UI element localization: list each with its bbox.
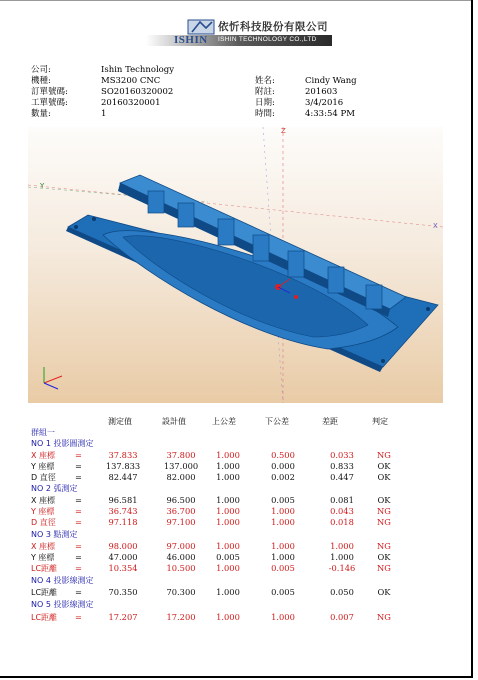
row-upper: 1.000 <box>216 450 240 460</box>
section-title: NO 1 投影圓測定 <box>31 439 94 448</box>
row-result: OK <box>377 472 391 482</box>
info-label: 時間: <box>255 109 275 119</box>
info-value: SO20160320002 <box>101 87 174 97</box>
row-eq: = <box>75 472 82 482</box>
row-result: NG <box>377 541 391 551</box>
row-diff: 1.000 <box>330 552 354 562</box>
row-upper: 1.000 <box>216 506 240 516</box>
table-row <box>0 552 478 562</box>
group-title: 群組一 <box>31 428 55 437</box>
row-diff: -0.146 <box>328 563 356 573</box>
row-design: 137.000 <box>163 461 199 471</box>
page-bottom-border <box>0 676 473 678</box>
table-row <box>0 587 478 597</box>
row-eq: = <box>75 506 82 516</box>
row-name: Y 座標 <box>31 553 55 562</box>
row-name: LC距離 <box>31 564 58 573</box>
info-value: Ishin Technology <box>101 65 175 75</box>
row-result: OK <box>377 587 391 597</box>
row-design: 37.800 <box>166 450 196 460</box>
info-value: Cindy Wang <box>305 76 357 86</box>
company-name-zh: 依忻科技股份有限公司 <box>218 21 328 33</box>
row-upper: 1.000 <box>216 587 240 597</box>
info-label: 附註: <box>255 87 275 97</box>
row-measured: 37.833 <box>108 450 138 460</box>
row-eq: = <box>75 517 82 527</box>
section-title: NO 4 投影線測定 <box>31 576 94 585</box>
row-diff: 0.018 <box>330 517 354 527</box>
row-result: OK <box>377 552 391 562</box>
row-measured: 47.000 <box>108 552 138 562</box>
company-logo <box>172 18 332 50</box>
row-design: 97.100 <box>166 517 196 527</box>
info-value: MS3200 CNC <box>101 76 161 86</box>
info-label: 機種: <box>31 76 51 86</box>
row-design: 96.500 <box>166 495 196 505</box>
row-diff: 0.447 <box>330 472 354 482</box>
col-header-lower: 下公差 <box>265 417 289 426</box>
row-lower: 0.005 <box>271 563 295 573</box>
row-diff: 0.833 <box>330 461 354 471</box>
row-upper: 0.005 <box>216 552 240 562</box>
row-eq: = <box>75 587 82 597</box>
row-name: D 直徑 <box>31 518 56 527</box>
row-design: 36.700 <box>166 506 196 516</box>
table-row <box>0 517 478 527</box>
row-diff: 0.081 <box>330 495 354 505</box>
row-result: NG <box>377 506 391 516</box>
row-lower: 0.000 <box>271 461 295 471</box>
row-upper: 1.000 <box>216 541 240 551</box>
row-upper: 1.000 <box>216 495 240 505</box>
row-design: 70.300 <box>166 587 196 597</box>
page-top-border <box>0 0 473 1</box>
col-header-measured: 測定值 <box>108 417 132 426</box>
table-row <box>0 563 478 573</box>
row-measured: 97.118 <box>108 517 138 527</box>
col-header-diff: 差距 <box>322 417 338 426</box>
row-result: OK <box>377 495 391 505</box>
row-result: OK <box>377 461 391 471</box>
axis-y-label: Y <box>40 182 45 190</box>
row-upper: 1.000 <box>216 563 240 573</box>
info-label: 姓名: <box>255 76 275 86</box>
info-value: 20160320001 <box>101 98 161 108</box>
row-upper: 1.000 <box>216 517 240 527</box>
company-name-en: ISHIN TECHNOLOGY CO.,LTD <box>218 36 317 43</box>
row-name: X 座標 <box>31 451 56 460</box>
row-name: LC距離 <box>31 588 58 597</box>
row-measured: 96.581 <box>108 495 138 505</box>
row-design: 97.000 <box>166 541 196 551</box>
row-name: Y 座標 <box>31 507 55 516</box>
row-upper: 1.000 <box>216 612 240 622</box>
row-measured: 10.354 <box>108 563 138 573</box>
row-name: X 座標 <box>31 542 56 551</box>
info-value: 3/4/2016 <box>305 98 344 108</box>
row-diff: 0.007 <box>330 612 354 622</box>
row-lower: 1.000 <box>271 517 295 527</box>
table-row <box>0 506 478 516</box>
row-lower: 0.002 <box>271 472 295 482</box>
info-value: 201603 <box>305 87 338 97</box>
info-label: 工單號碼: <box>31 98 68 108</box>
row-name: Y 座標 <box>31 462 55 471</box>
row-diff: 1.000 <box>330 541 354 551</box>
row-lower: 1.000 <box>271 506 295 516</box>
row-upper: 1.000 <box>216 461 240 471</box>
row-eq: = <box>75 563 82 573</box>
row-lower: 0.500 <box>271 450 295 460</box>
info-label: 數量: <box>31 109 51 119</box>
info-label: 訂單號碼: <box>31 87 68 97</box>
row-lower: 1.000 <box>271 552 295 562</box>
row-measured: 70.350 <box>108 587 138 597</box>
row-diff: 0.033 <box>330 450 354 460</box>
table-row <box>0 472 478 482</box>
table-row <box>0 612 478 622</box>
row-eq: = <box>75 461 82 471</box>
page-right-border <box>471 0 473 676</box>
info-value: 4:33:54 PM <box>305 109 355 119</box>
row-eq: = <box>75 495 82 505</box>
section-title: NO 2 弧測定 <box>31 484 78 493</box>
row-name: D 直徑 <box>31 473 56 482</box>
axis-z-label: Z <box>281 127 286 135</box>
row-design: 82.000 <box>166 472 196 482</box>
col-header-result: 判定 <box>372 417 388 426</box>
row-design: 17.200 <box>166 612 196 622</box>
row-lower: 0.005 <box>271 587 295 597</box>
row-design: 10.500 <box>166 563 196 573</box>
row-measured: 98.000 <box>108 541 138 551</box>
info-label: 公司: <box>31 65 51 75</box>
table-row <box>0 495 478 505</box>
row-design: 46.000 <box>166 552 196 562</box>
row-lower: 1.000 <box>271 541 295 551</box>
row-name: X 座標 <box>31 496 56 505</box>
row-measured: 36.743 <box>108 506 138 516</box>
cad-3d-view[interactable] <box>28 127 443 403</box>
row-result: NG <box>377 612 391 622</box>
row-eq: = <box>75 612 82 622</box>
info-value: 1 <box>101 109 107 119</box>
row-result: NG <box>377 450 391 460</box>
col-header-upper: 上公差 <box>212 417 236 426</box>
row-measured: 17.207 <box>108 612 138 622</box>
col-header-design: 設計值 <box>162 417 186 426</box>
row-result: NG <box>377 563 391 573</box>
row-eq: = <box>75 552 82 562</box>
row-diff: 0.050 <box>330 587 354 597</box>
section-title: NO 5 投影線測定 <box>31 600 94 609</box>
info-label: 日期: <box>255 98 275 108</box>
table-row <box>0 461 478 471</box>
row-diff: 0.043 <box>330 506 354 516</box>
row-result: NG <box>377 517 391 527</box>
cad-part-render <box>28 127 443 403</box>
row-name: LC距離 <box>31 613 58 622</box>
axis-x-label: X <box>433 222 438 230</box>
table-row <box>0 541 478 551</box>
logo-ishin-text: ISHIN <box>174 34 208 46</box>
row-measured: 82.447 <box>108 472 138 482</box>
row-eq: = <box>75 450 82 460</box>
row-lower: 0.005 <box>271 495 295 505</box>
row-measured: 137.833 <box>105 461 141 471</box>
section-title: NO 3 點測定 <box>31 530 78 539</box>
row-upper: 1.000 <box>216 472 240 482</box>
table-row <box>0 450 478 460</box>
row-lower: 1.000 <box>271 612 295 622</box>
row-eq: = <box>75 541 82 551</box>
